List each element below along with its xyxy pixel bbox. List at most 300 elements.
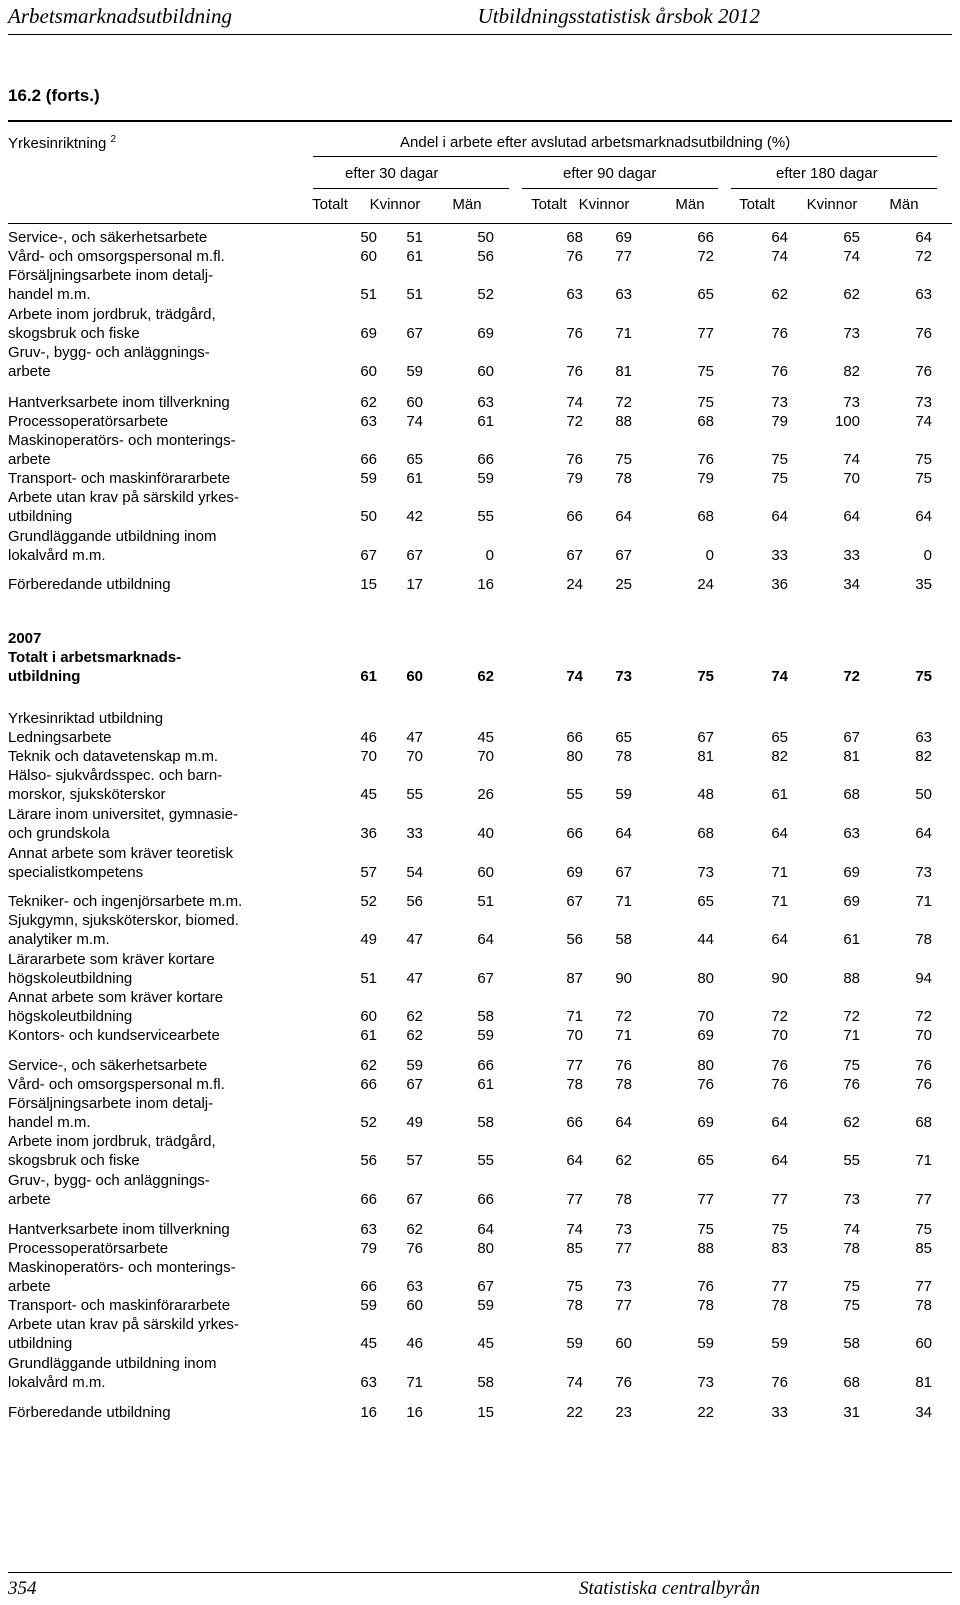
cell-value: 100 (834, 413, 860, 430)
cell-value: 78 (615, 748, 632, 765)
cell-value: 73 (615, 668, 632, 685)
cell-value: 68 (697, 508, 714, 525)
cell-value: 71 (771, 864, 788, 881)
cell-value: 71 (566, 1008, 583, 1025)
cell-value: 64 (615, 1114, 632, 1131)
cell-value: 55 (843, 1152, 860, 1169)
cell-value: 56 (406, 893, 423, 910)
cell-value: 60 (406, 394, 423, 411)
cell-value: 72 (566, 413, 583, 430)
page-number: 354 (8, 1578, 37, 1599)
cell-value: 66 (477, 1057, 494, 1074)
cell-value: 64 (771, 508, 788, 525)
footer-publisher: Statistiska centralbyrån (578, 1578, 760, 1599)
cell-value: 94 (915, 970, 932, 987)
column-header: Kvinnor (806, 196, 858, 213)
cell-value: 63 (360, 1374, 377, 1391)
cell-value: 58 (477, 1374, 494, 1391)
cell-value: 62 (360, 1057, 377, 1074)
cell-value: 63 (360, 413, 377, 430)
cell-value: 73 (615, 1221, 632, 1238)
cell-value: 61 (843, 931, 860, 948)
cell-value: 77 (615, 1297, 632, 1314)
cell-value: 76 (615, 1374, 632, 1391)
cell-value: 62 (360, 394, 377, 411)
cell-value: 59 (360, 1297, 377, 1314)
cell-value: 76 (915, 325, 932, 342)
row-label: Sjukgymn, sjuksköterskor, biomed. (8, 912, 239, 929)
header-left: Arbetsmarknadsutbildning (8, 4, 232, 28)
cell-value: 65 (843, 229, 860, 246)
cell-value: 72 (697, 248, 714, 265)
cell-value: 67 (477, 1278, 494, 1295)
cell-value: 16 (360, 1404, 377, 1421)
cell-value: 74 (771, 248, 788, 265)
row-label: Totalt i arbetsmarknads- (8, 649, 182, 666)
cell-value: 48 (697, 786, 714, 803)
row-label: Hantverksarbete inom tillverkning (8, 394, 230, 411)
cell-value: 75 (697, 363, 714, 380)
cell-value: 60 (477, 363, 494, 380)
cell-value: 49 (406, 1114, 423, 1131)
cell-value: 77 (697, 325, 714, 342)
cell-value: 62 (406, 1027, 423, 1044)
cell-value: 64 (771, 825, 788, 842)
cell-value: 71 (615, 325, 632, 342)
cell-value: 72 (615, 1008, 632, 1025)
cell-value: 76 (915, 1057, 932, 1074)
row-label: Hantverksarbete inom tillverkning (8, 1221, 230, 1238)
column-header: Män (452, 196, 482, 213)
cell-value: 77 (915, 1278, 932, 1295)
cell-value: 57 (360, 864, 377, 881)
table-top-rule (8, 120, 952, 122)
cell-value: 64 (915, 825, 932, 842)
cell-value: 77 (615, 1240, 632, 1257)
cell-value: 63 (566, 286, 583, 303)
cell-value: 74 (566, 668, 583, 685)
row-label: skogsbruk och fiske (8, 1152, 140, 1169)
cell-value: 69 (697, 1114, 714, 1131)
cell-value: 73 (843, 394, 860, 411)
period-180: efter 180 dagar (776, 165, 878, 182)
cell-value: 76 (915, 363, 932, 380)
cell-value: 61 (360, 668, 377, 685)
cell-value: 82 (843, 363, 860, 380)
cell-value: 51 (406, 229, 423, 246)
cell-value: 64 (915, 229, 932, 246)
cell-value: 72 (915, 248, 932, 265)
cell-value: 52 (360, 893, 377, 910)
cell-value: 74 (843, 248, 860, 265)
row-label: Arbete inom jordbruk, trädgård, (8, 306, 216, 323)
cell-value: 74 (771, 668, 788, 685)
row-label: Hälso- sjukvårdsspec. och barn- (8, 767, 223, 784)
cell-value: 50 (477, 229, 494, 246)
cell-value: 60 (360, 363, 377, 380)
row-label: Service-, och säkerhetsarbete (8, 229, 208, 246)
cell-value: 76 (771, 1057, 788, 1074)
cell-value: 64 (477, 1221, 494, 1238)
row-label: arbete (8, 1191, 51, 1208)
cell-value: 66 (477, 1191, 494, 1208)
cell-value: 16 (406, 1404, 423, 1421)
cell-value: 50 (360, 229, 377, 246)
row-label: Lärare inom universitet, gymnasie- (8, 806, 239, 823)
cell-value: 72 (615, 394, 632, 411)
period-30: efter 30 dagar (345, 165, 439, 182)
cell-value: 73 (697, 864, 714, 881)
cell-value: 64 (477, 931, 494, 948)
cell-value: 58 (843, 1335, 860, 1352)
column-header: Totalt (531, 196, 567, 213)
cell-value: 45 (360, 1335, 377, 1352)
cell-value: 60 (915, 1335, 932, 1352)
cell-value: 60 (360, 248, 377, 265)
cell-value: 76 (566, 363, 583, 380)
cell-value: 75 (915, 470, 932, 487)
column-header: Kvinnor (578, 196, 630, 213)
cell-value: 82 (915, 748, 932, 765)
cell-value: 78 (566, 1076, 583, 1093)
cell-value: 76 (771, 1374, 788, 1391)
row-label: Arbete inom jordbruk, trädgård, (8, 1133, 216, 1150)
cell-value: 34 (843, 576, 860, 593)
cell-value: 62 (406, 1008, 423, 1025)
cell-value: 69 (843, 893, 860, 910)
cell-value: 16 (477, 576, 494, 593)
cell-value: 78 (615, 1076, 632, 1093)
group-header: Andel i arbete efter avslutad arbetsmarknadsutbildning (%) (400, 134, 791, 151)
cell-value: 80 (697, 1057, 714, 1074)
cell-value: 65 (697, 893, 714, 910)
cell-value: 74 (915, 413, 932, 430)
cell-value: 73 (697, 1374, 714, 1391)
row-label: högskoleutbildning (8, 1008, 133, 1025)
cell-value: 72 (843, 668, 860, 685)
row-label: Teknik och datavetenskap m.m. (8, 748, 219, 765)
cell-value: 73 (915, 864, 932, 881)
cell-value: 56 (477, 248, 494, 265)
row-label: Yrkesinriktad utbildning (8, 710, 164, 727)
cell-value: 68 (915, 1114, 932, 1131)
cell-value: 59 (406, 363, 423, 380)
column-header: Totalt (312, 196, 348, 213)
cell-value: 90 (615, 970, 632, 987)
cell-value: 68 (566, 229, 583, 246)
cell-value: 64 (615, 508, 632, 525)
cell-value: 66 (360, 1278, 377, 1295)
row-label: Processoperatörsarbete (8, 413, 169, 430)
cell-value: 46 (360, 729, 377, 746)
period-90-rule (522, 188, 718, 189)
group-header-rule (313, 156, 937, 157)
header-rule (8, 34, 952, 35)
cell-value: 51 (477, 893, 494, 910)
cell-value: 64 (771, 229, 788, 246)
cell-value: 66 (360, 1191, 377, 1208)
cell-value: 79 (566, 470, 583, 487)
cell-value: 60 (477, 864, 494, 881)
cell-value: 70 (843, 470, 860, 487)
cell-value: 76 (697, 1278, 714, 1295)
cell-value: 85 (566, 1240, 583, 1257)
cell-value: 75 (615, 451, 632, 468)
cell-value: 61 (406, 248, 423, 265)
cell-value: 51 (360, 286, 377, 303)
row-label: Annat arbete som kräver kortare (8, 989, 224, 1006)
row-label: Gruv-, bygg- och anläggnings- (8, 1172, 210, 1189)
cell-value: 0 (705, 547, 714, 564)
cell-value: 70 (697, 1008, 714, 1025)
row-label: Förberedande utbildning (8, 1404, 171, 1421)
row-label: arbete (8, 1278, 51, 1295)
row-label: Grundläggande utbildning inom (8, 1355, 217, 1372)
section-title: 16.2 (forts.) (8, 86, 100, 105)
cell-value: 70 (915, 1027, 932, 1044)
cell-value: 77 (566, 1057, 583, 1074)
row-label: specialistkompetens (8, 864, 144, 881)
cell-value: 83 (771, 1240, 788, 1257)
cell-value: 75 (915, 668, 932, 685)
row-label: Kontors- och kundservicearbete (8, 1027, 220, 1044)
cell-value: 80 (697, 970, 714, 987)
cell-value: 60 (406, 668, 423, 685)
cell-value: 42 (406, 508, 423, 525)
cell-value: 69 (360, 325, 377, 342)
period-180-rule (731, 188, 937, 189)
cell-value: 66 (566, 508, 583, 525)
cell-value: 59 (477, 470, 494, 487)
cell-value: 61 (477, 1076, 494, 1093)
cell-value: 76 (771, 1076, 788, 1093)
cell-value: 55 (406, 786, 423, 803)
cell-value: 64 (771, 1152, 788, 1169)
cell-value: 74 (843, 1221, 860, 1238)
cell-value: 26 (477, 786, 494, 803)
cell-value: 51 (360, 970, 377, 987)
cell-value: 33 (771, 1404, 788, 1421)
cell-value: 63 (360, 1221, 377, 1238)
cell-value: 68 (697, 825, 714, 842)
cell-value: 67 (477, 970, 494, 987)
cell-value: 75 (771, 1221, 788, 1238)
cell-value: 71 (406, 1374, 423, 1391)
cell-value: 0 (923, 547, 932, 564)
cell-value: 36 (360, 825, 377, 842)
cell-value: 51 (406, 286, 423, 303)
cell-value: 75 (771, 451, 788, 468)
cell-value: 15 (360, 576, 377, 593)
cell-value: 67 (697, 729, 714, 746)
cell-value: 75 (697, 394, 714, 411)
row-label: morskor, sjuksköterskor (8, 786, 166, 803)
cell-value: 61 (360, 1027, 377, 1044)
period-30-rule (313, 188, 509, 189)
row-label: Processoperatörsarbete (8, 1240, 169, 1257)
cell-value: 52 (360, 1114, 377, 1131)
row-label: handel m.m. (8, 1114, 91, 1131)
cell-value: 66 (566, 825, 583, 842)
cell-value: 34 (915, 1404, 932, 1421)
cell-value: 69 (697, 1027, 714, 1044)
cell-value: 40 (477, 825, 494, 842)
cell-value: 67 (406, 325, 423, 342)
cell-value: 76 (771, 325, 788, 342)
cell-value: 70 (406, 748, 423, 765)
row-label: Förberedande utbildning (8, 576, 171, 593)
cell-value: 62 (843, 286, 860, 303)
cell-value: 77 (771, 1278, 788, 1295)
cell-value: 72 (843, 1008, 860, 1025)
cell-value: 62 (406, 1221, 423, 1238)
cell-value: 59 (566, 1335, 583, 1352)
cell-value: 77 (771, 1191, 788, 1208)
cell-value: 79 (697, 470, 714, 487)
cell-value: 17 (406, 576, 423, 593)
cell-value: 65 (615, 729, 632, 746)
cell-value: 65 (771, 729, 788, 746)
cell-value: 71 (915, 1152, 932, 1169)
cell-value: 70 (771, 1027, 788, 1044)
cell-value: 68 (843, 1374, 860, 1391)
cell-value: 75 (843, 1057, 860, 1074)
cell-value: 75 (771, 470, 788, 487)
cell-value: 62 (615, 1152, 632, 1169)
cell-value: 75 (697, 1221, 714, 1238)
cell-value: 71 (615, 893, 632, 910)
cell-value: 67 (406, 547, 423, 564)
cell-value: 67 (360, 547, 377, 564)
cell-value: 70 (477, 748, 494, 765)
cell-value: 52 (477, 286, 494, 303)
cell-value: 71 (615, 1027, 632, 1044)
cell-value: 61 (406, 470, 423, 487)
row-label: Ledningsarbete (8, 729, 112, 746)
cell-value: 76 (843, 1076, 860, 1093)
cell-value: 70 (360, 748, 377, 765)
cell-value: 78 (615, 1191, 632, 1208)
cell-value: 44 (697, 931, 714, 948)
cell-value: 73 (843, 1191, 860, 1208)
column-header-rule (8, 223, 952, 224)
cell-value: 47 (406, 970, 423, 987)
cell-value: 76 (566, 248, 583, 265)
cell-value: 59 (477, 1027, 494, 1044)
cell-value: 88 (697, 1240, 714, 1257)
cell-value: 35 (915, 576, 932, 593)
cell-value: 33 (843, 547, 860, 564)
cell-value: 78 (697, 1297, 714, 1314)
cell-value: 64 (771, 1114, 788, 1131)
row-label: Gruv-, bygg- och anläggnings- (8, 344, 210, 361)
cell-value: 62 (843, 1114, 860, 1131)
cell-value: 77 (697, 1191, 714, 1208)
cell-value: 77 (566, 1191, 583, 1208)
cell-value: 76 (566, 325, 583, 342)
cell-value: 64 (771, 931, 788, 948)
cell-value: 63 (615, 286, 632, 303)
cell-value: 61 (771, 786, 788, 803)
cell-value: 63 (915, 286, 932, 303)
cell-value: 78 (915, 931, 932, 948)
cell-value: 68 (697, 413, 714, 430)
cell-value: 24 (697, 576, 714, 593)
cell-value: 58 (615, 931, 632, 948)
cell-value: 67 (566, 893, 583, 910)
cell-value: 66 (566, 1114, 583, 1131)
cell-value: 61 (477, 413, 494, 430)
cell-value: 67 (843, 729, 860, 746)
cell-value: 79 (771, 413, 788, 430)
column-header: Män (675, 196, 705, 213)
cell-value: 78 (843, 1240, 860, 1257)
cell-value: 55 (566, 786, 583, 803)
cell-value: 45 (477, 729, 494, 746)
row-label: Annat arbete som kräver teoretisk (8, 845, 234, 862)
row-label: Grundläggande utbildning inom (8, 528, 217, 545)
footer-rule (8, 1572, 952, 1573)
cell-value: 74 (406, 413, 423, 430)
cell-value: 73 (915, 394, 932, 411)
cell-value: 75 (915, 1221, 932, 1238)
cell-value: 78 (566, 1297, 583, 1314)
cell-value: 67 (406, 1191, 423, 1208)
cell-value: 66 (697, 229, 714, 246)
cell-value: 74 (843, 451, 860, 468)
cell-value: 79 (360, 1240, 377, 1257)
cell-value: 69 (843, 864, 860, 881)
cell-value: 25 (615, 576, 632, 593)
cell-value: 81 (915, 1374, 932, 1391)
cell-value: 62 (771, 286, 788, 303)
row-label: arbete (8, 363, 51, 380)
cell-value: 59 (477, 1297, 494, 1314)
row-label: lokalvård m.m. (8, 547, 106, 564)
cell-value: 67 (615, 547, 632, 564)
cell-value: 80 (477, 1240, 494, 1257)
cell-value: 0 (485, 547, 494, 564)
row-header: Yrkesinriktning $^2$ (8, 134, 117, 152)
cell-value: 65 (697, 1152, 714, 1169)
cell-value: 63 (843, 825, 860, 842)
cell-value: 78 (615, 470, 632, 487)
cell-value: 69 (477, 325, 494, 342)
cell-value: 22 (697, 1404, 714, 1421)
cell-value: 66 (360, 451, 377, 468)
cell-value: 58 (477, 1008, 494, 1025)
cell-value: 76 (697, 1076, 714, 1093)
cell-value: 81 (697, 748, 714, 765)
row-label: Lärararbete som kräver kortare (8, 951, 215, 968)
cell-value: 75 (697, 668, 714, 685)
cell-value: 33 (406, 825, 423, 842)
cell-value: 60 (406, 1297, 423, 1314)
row-label: Transport- och maskinförararbete (8, 1297, 231, 1314)
cell-value: 64 (566, 1152, 583, 1169)
cell-value: 69 (566, 864, 583, 881)
cell-value: 71 (843, 1027, 860, 1044)
cell-value: 72 (771, 1008, 788, 1025)
row-label: lokalvård m.m. (8, 1374, 106, 1391)
cell-value: 45 (477, 1335, 494, 1352)
cell-value: 76 (697, 451, 714, 468)
cell-value: 73 (615, 1278, 632, 1295)
cell-value: 77 (615, 248, 632, 265)
cell-value: 69 (615, 229, 632, 246)
cell-value: 64 (915, 508, 932, 525)
row-label: Maskinoperatörs- och monterings- (8, 432, 236, 449)
